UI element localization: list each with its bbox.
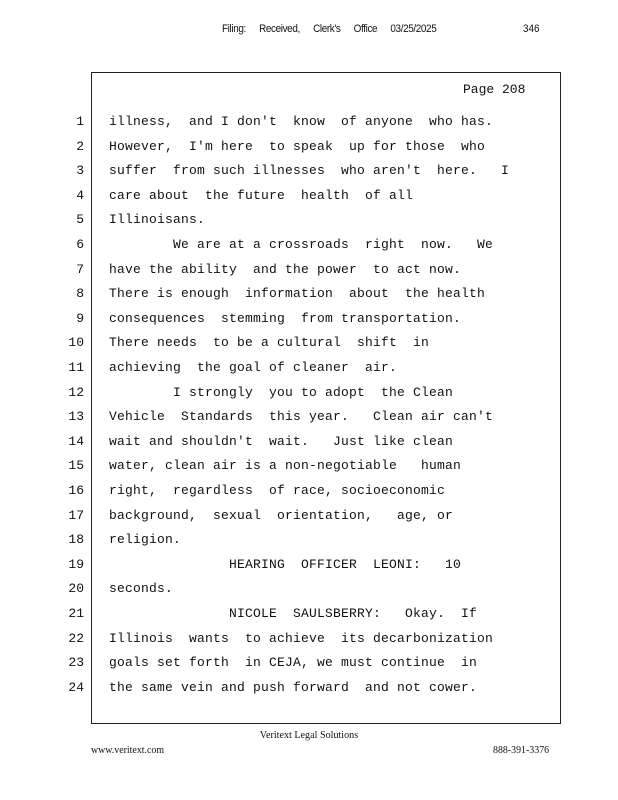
transcript-line: There needs to be a cultural shift in [109,335,430,350]
line-number: 8 [76,286,84,301]
transcript-line: background, sexual orientation, age, or [109,508,454,523]
transcript-line: care about the future health of all [109,188,414,203]
line-number: 21 [68,606,84,621]
transcript-line: consequences stemming from transportation. [109,311,462,326]
transcript-line: NICOLE SAULSBERRY: Okay. If [109,606,478,621]
line-number: 22 [68,631,84,646]
transcript-line: Illinoisans. [109,212,206,227]
line-number: 5 [76,212,84,227]
transcript-line: Vehicle Standards this year. Clean air can't [109,409,494,424]
filing-date: 03/25/2025 [390,23,437,35]
transcript-line: However, I'm here to speak up for those who [109,139,486,154]
footer-company: Veritext Legal Solutions [259,729,359,741]
filing-header [222,23,447,35]
transcript-page-label: Page 208 [463,82,526,97]
transcript-line: have the ability and the power to act now. [109,262,462,277]
filing-label: Filing: [222,23,246,35]
line-number: 14 [68,434,84,449]
line-number: 13 [68,409,84,424]
line-number: 6 [76,237,84,252]
line-number: 24 [68,680,84,695]
line-number: 18 [68,532,84,547]
transcript-line: illness, and I don't know of anyone who has. [109,114,494,129]
received-label: Received, [259,23,300,35]
transcript-line: the same vein and push forward and not cower. [109,680,478,695]
line-number: 11 [68,360,84,375]
line-number: 1 [76,114,84,129]
line-number: 12 [68,385,84,400]
line-number: 15 [68,458,84,473]
transcript-line: I strongly you to adopt the Clean [109,385,454,400]
line-number: 16 [68,483,84,498]
transcript-line: achieving the goal of cleaner air. [109,360,398,375]
line-number: 4 [76,188,84,203]
transcript-line: goals set forth in CEJA, we must continue in [109,655,478,670]
line-number: 17 [68,508,84,523]
transcript-line: water, clean air is a non-negotiable human [109,458,462,473]
document-page-number: 346 [523,23,540,35]
transcript-line: right, regardless of race, socioeconomic [109,483,446,498]
transcript-line: suffer from such illnesses who aren't here. I [109,163,510,178]
transcript-line: seconds. [109,581,174,596]
line-number: 2 [76,139,84,154]
line-number: 9 [76,311,84,326]
footer-website: www.veritext.com [91,744,165,756]
transcript-line: wait and shouldn't wait. Just like clean [109,434,454,449]
transcript-line: HEARING OFFICER LEONI: 10 [109,557,462,572]
transcript-line: religion. [109,532,182,547]
transcript-line: We are at a crossroads right now. We [109,237,494,252]
transcript-line: There is enough information about the health [109,286,486,301]
clerks-label: Clerk's [313,23,341,35]
footer-phone: 888-391-3376 [493,744,550,756]
transcript-line: Illinois wants to achieve its decarbonization [109,631,494,646]
line-number: 10 [68,335,84,350]
line-number: 23 [68,655,84,670]
office-label: Office [353,23,378,35]
line-number: 7 [76,262,84,277]
line-number: 3 [76,163,84,178]
line-number: 19 [68,557,84,572]
line-number: 20 [68,581,84,596]
